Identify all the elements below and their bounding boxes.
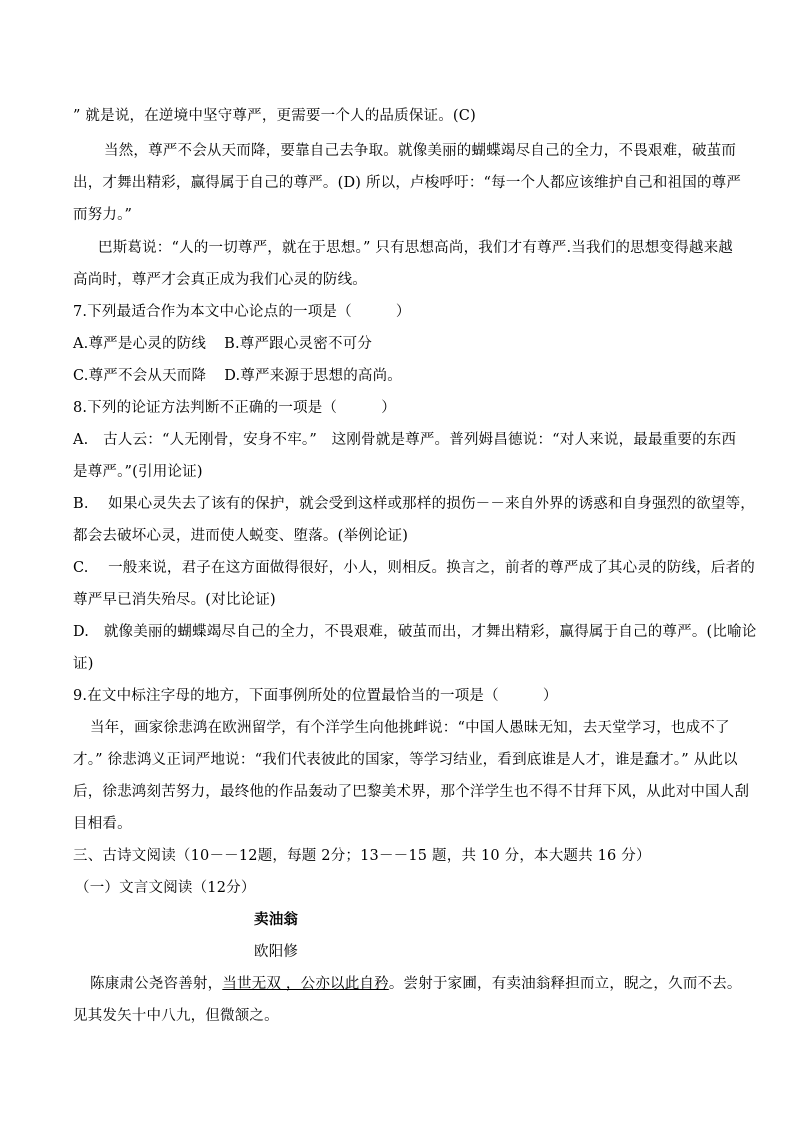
question-7-options-row — [73, 334, 733, 354]
option-b: B.尊严跟心灵密不可分 — [224, 336, 373, 352]
text-line: 而努力。” — [73, 207, 133, 223]
question-7-stem: 7.下列最适合作为本文中心论点的一项是（ ） — [73, 304, 411, 320]
option-c-line1: C. 一般来说，君子在这方面做得很好，小人，则相反。换言之，前者的尊严成了其心灵的防线，后者的 — [73, 560, 755, 576]
option-a-line2: 是尊严。”(引用论证) — [73, 464, 203, 480]
option-b-line1: B. 如果心灵失去了该有的保护，就会受到这样或那样的损伤－－来自外界的诱惑和自身强烈的欲望等， — [73, 496, 755, 512]
text-segment: 。尝射于家圃，有卖油翁释担而立，睨之，久而不去。 — [388, 976, 742, 992]
text-line: 巴斯葛说：“人的一切尊严，就在于思想。” 只有思想高尚，我们才有尊严.当我们的思想变得越来越 — [98, 240, 733, 256]
option-b-line2: 都会去破坏心灵，进而使人蜕变、堕落。(举例论证) — [73, 528, 409, 544]
question-9-stem: 9.在文中标注字母的地方，下面事例所处的位置最恰当的一项是（ ） — [73, 688, 558, 704]
option-a: A.尊严是心灵的防线 — [73, 336, 207, 352]
option-a-line1: A. 古人云：“人无刚骨，安身不牢。” 这刚骨就是尊严。普列姆昌德说：“对人来说，最最重要的东西 — [73, 432, 737, 448]
question-8-stem: 8.下列的论证方法判断不正确的一项是（ ） — [73, 400, 396, 416]
passage-line: 目相看。 — [73, 816, 132, 832]
option-d: D.尊严来源于思想的高尚。 — [224, 368, 403, 384]
classical-text-line — [90, 974, 750, 994]
option-c: C.尊严不会从天而降 — [73, 368, 207, 384]
text-line: ” 就是说，在逆境中坚守尊严，更需要一个人的品质保证。(C) — [73, 108, 476, 124]
underlined-segment: 当世无双 ，公亦以此自矜 — [222, 976, 389, 992]
text-line: 当然，尊严不会从天而降，要靠自己去争取。就像美丽的蝴蝶竭尽自己的全力，不畏艰难，破茧而 — [104, 143, 737, 159]
question-7-options-row — [73, 366, 733, 386]
text-line: 出，才舞出精彩，赢得属于自己的尊严。(D) 所以，卢梭呼吁：“每一个人都应该维护自己和祖国的尊严 — [73, 175, 742, 191]
option-c-line2: 尊严早已消失殆尽。(对比论证) — [73, 592, 276, 608]
subsection-heading: （一）文言文阅读（12分） — [75, 880, 256, 896]
classical-text-line: 见其发矢十中八九，但微颔之。 — [73, 1008, 279, 1024]
passage-line: 才。” 徐悲鸿义正词严地说：“我们代表彼此的国家，等学习结业，看到底谁是人才，谁是蠢才。” 从此以 — [73, 752, 738, 768]
poem-title: 卖油翁 — [254, 911, 299, 928]
passage-line: 后，徐悲鸿刻苦努力，最终他的作品轰动了巴黎美术界，那个洋学生也不得不甘拜下风，从此对中国人刮 — [73, 784, 750, 800]
option-d-line2: 证) — [73, 656, 94, 672]
option-d-line1: D. 就像美丽的蝴蝶竭尽自己的全力，不畏艰难，破茧而出，才舞出精彩，赢得属于自己的尊严。(比喻论 — [73, 624, 757, 640]
section-heading: 三、古诗文阅读（10－－12题，每题 2分；13－－15 题，共 10 分，本大题共 16 分） — [73, 848, 651, 864]
passage-line: 当年，画家徐悲鸿在欧洲留学，有个洋学生向他挑衅说：“中国人愚昧无知，去天堂学习，也成不了 — [90, 720, 730, 736]
poem-author: 欧阳修 — [254, 944, 299, 960]
text-segment: 陈康肃公尧咨善射， — [90, 976, 223, 992]
text-line: 高尚时，尊严才会真正成为我们心灵的防线。 — [73, 272, 367, 288]
